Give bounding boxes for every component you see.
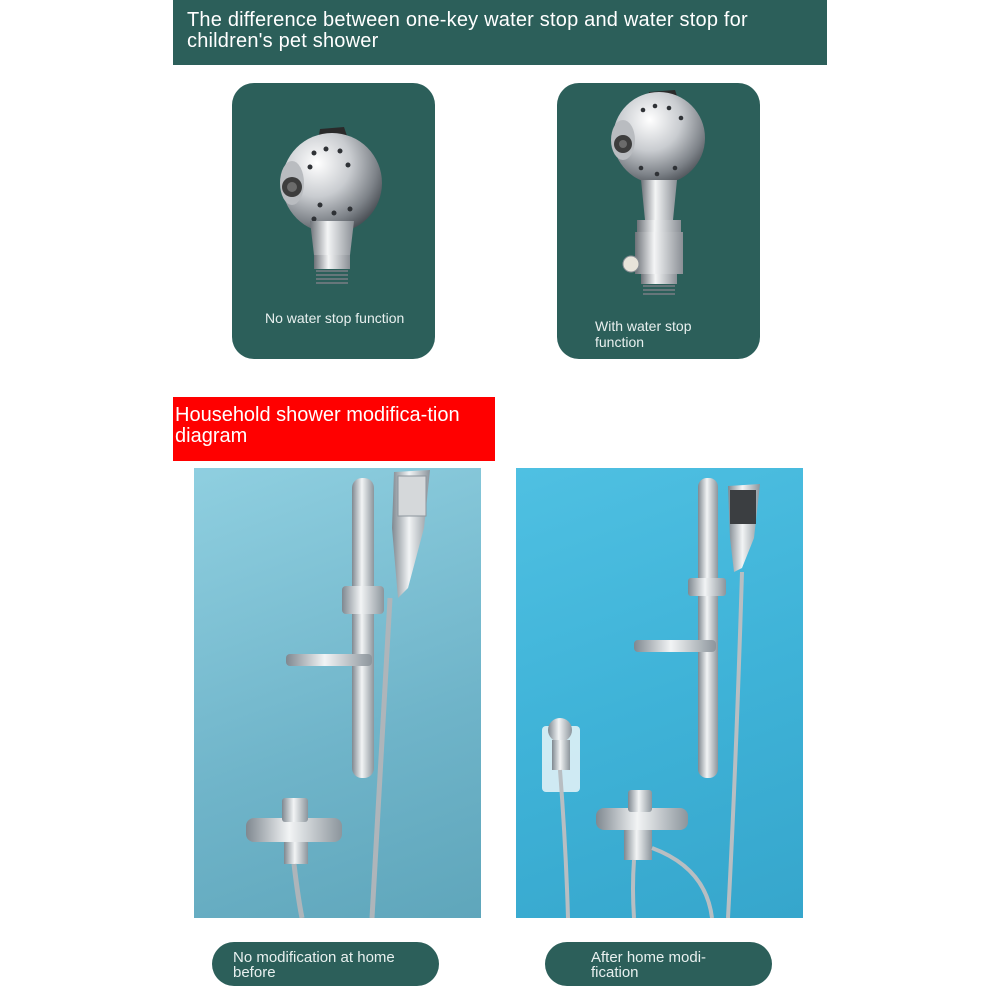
after-caption: After home modi-fication bbox=[591, 949, 707, 981]
shower-rail-after-image bbox=[516, 468, 803, 918]
section-banner bbox=[173, 397, 495, 461]
shower-rail-before-image bbox=[194, 468, 481, 918]
with-stop-label: With water stop function bbox=[595, 318, 692, 350]
after-modification-photo bbox=[516, 468, 803, 918]
with-stop-card bbox=[557, 83, 760, 359]
after-caption-pill bbox=[545, 942, 772, 986]
before-modification-photo bbox=[194, 468, 481, 918]
shower-head-with-stop-image bbox=[597, 88, 717, 308]
section-title: Household shower modifica-tion diagram bbox=[175, 404, 460, 447]
before-caption: No modification at home before bbox=[233, 949, 395, 981]
top-banner bbox=[173, 0, 827, 65]
shower-head-no-stop-image bbox=[262, 121, 402, 286]
banner-title: The difference between one-key water stop and water stop for children's pet shower bbox=[187, 9, 748, 52]
before-caption-pill bbox=[212, 942, 439, 986]
no-stop-card bbox=[232, 83, 435, 359]
no-stop-label: No water stop function bbox=[265, 310, 405, 326]
